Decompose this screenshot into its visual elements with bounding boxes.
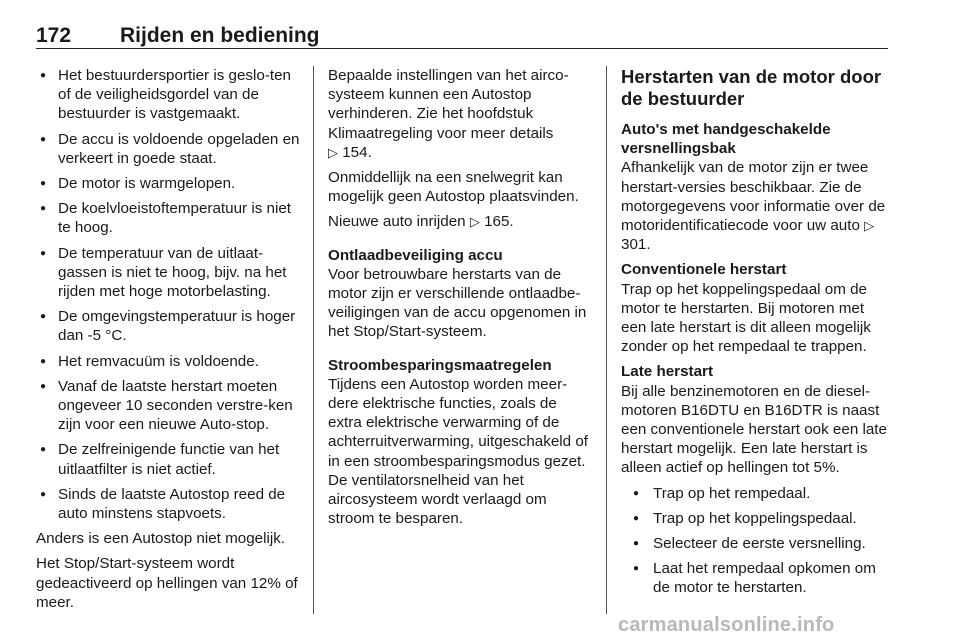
page-reference[interactable]: 301. (621, 236, 651, 254)
paragraph: Onmiddellijk na een snelwegrit kan mogelijk geen Autostop plaatsvinden. (328, 169, 579, 206)
list-item: ● Het remvacuüm is voldoende. (36, 352, 300, 371)
paragraph (621, 158, 887, 254)
paragraph: Tijdens een Autostop worden meer-dere elektrische functies, zoals de extra elektrische verwarming of de achterruitverwarming, uitgeschakeld of in een stroombesparingsmodus gezet. De ventilatorsnelheid van het aircosysteem wordt verlaagd om stroom te besparen. (328, 375, 588, 528)
list-item: ● Het bestuurdersportier is geslo-ten of de veiligheidsgordel van de bestuurder is vastgemaakt. (36, 66, 300, 124)
paragraph (328, 66, 592, 162)
paragraph: Anders is een Autostop niet mogelijk. (36, 530, 286, 548)
paragraph-text: Bepaalde instellingen van het airco-systeem kunnen een Autostop verhinderen. Zie het hoofdstuk Klimaatregeling voor meer details (328, 67, 569, 142)
list-item: ● De koelvloeistoftemperatuur is niet te hoog. (36, 199, 300, 237)
watermark: carmanualsonline.info (618, 614, 835, 636)
subheading: Conventionele herstart (621, 261, 787, 279)
list-item: ● De omgevingstemperatuur is hoger dan -5 °C. (36, 307, 300, 345)
paragraph: Trap op het koppelingspedaal om de motor te herstarten. Bij motoren met een late herstart is dit alleen mogelijk zonder op het rempedaal te trappen. (621, 280, 871, 356)
paragraph (328, 212, 592, 231)
paragraph-text: Nieuwe auto inrijden (328, 213, 466, 231)
list-item: ● Selecteer de eerste versnelling. (621, 534, 887, 553)
section-title: Rijden en bediening (120, 24, 320, 47)
page-reference-arrow-icon: ▷ (328, 144, 338, 160)
condition-list (36, 66, 300, 523)
list-item: ● De motor is warmgelopen. (36, 174, 300, 193)
paragraph: Voor betrouwbare herstarts van de motor zijn er verschillende ontlaadbe-veiligingen van de accu opgenomen in het Stop/Start-systeem. (328, 265, 587, 341)
page-header (36, 22, 888, 49)
subheading: Late herstart (621, 363, 714, 381)
step-list (621, 484, 887, 598)
subheading: Stroombesparingsmaatregelen (328, 356, 552, 374)
list-item: ● Laat het rempedaal opkomen om de motor te herstarten. (621, 559, 887, 597)
list-item: ● Trap op het koppelingspedaal. (621, 509, 887, 528)
column-divider (606, 66, 607, 614)
list-item: ● De zelfreinigende functie van het uitlaatfilter is niet actief. (36, 440, 300, 478)
list-item: ● Trap op het rempedaal. (621, 484, 887, 503)
column-divider (313, 66, 314, 614)
subheading: Auto's met handgeschakelde versnellingsbak (621, 121, 831, 158)
column-3 (621, 66, 887, 604)
list-item: ● De accu is voldoende opgeladen en verkeert in goede staat. (36, 130, 300, 168)
list-item: ● Sinds de laatste Autostop reed de auto minstens stapvoets. (36, 485, 300, 523)
paragraph-text: Afhankelijk van de motor zijn er twee herstart-versies beschikbaar. Zie de motorgegevens voor informatie over de motoridentificatiecode voor uw auto (621, 159, 886, 235)
column-1 (36, 66, 300, 618)
page-reference-arrow-icon: ▷ (469, 214, 480, 230)
page-number: 172 (36, 24, 72, 47)
page-reference-arrow-icon: ▷ (864, 218, 875, 234)
list-item: ● De temperatuur van de uitlaat-gassen is niet te hoog, bijv. na het rijden met hoge motorbelasting. (36, 244, 300, 302)
paragraph: Het Stop/Start-systeem wordt gedeactiveerd op hellingen van 12% of meer. (36, 555, 298, 611)
list-item: ● Vanaf de laatste herstart moeten ongeveer 10 seconden verstre-ken zijn voor een nieuwe Auto-stop. (36, 377, 300, 435)
page-reference[interactable]: 165. (484, 213, 514, 231)
page-reference[interactable]: 154. (342, 143, 372, 161)
paragraph: Bij alle benzinemotoren en de diesel-motoren B16DTU en B16DTR is naast een conventionele herstart ook een late herstart mogelijk. Een late herstart is alleen actief op hellingen tot 5%. (621, 382, 887, 477)
column-2 (328, 66, 592, 534)
subheading: Ontlaadbeveiliging accu (328, 246, 503, 264)
heading: Herstarten van de motor door de bestuurder (621, 66, 882, 109)
